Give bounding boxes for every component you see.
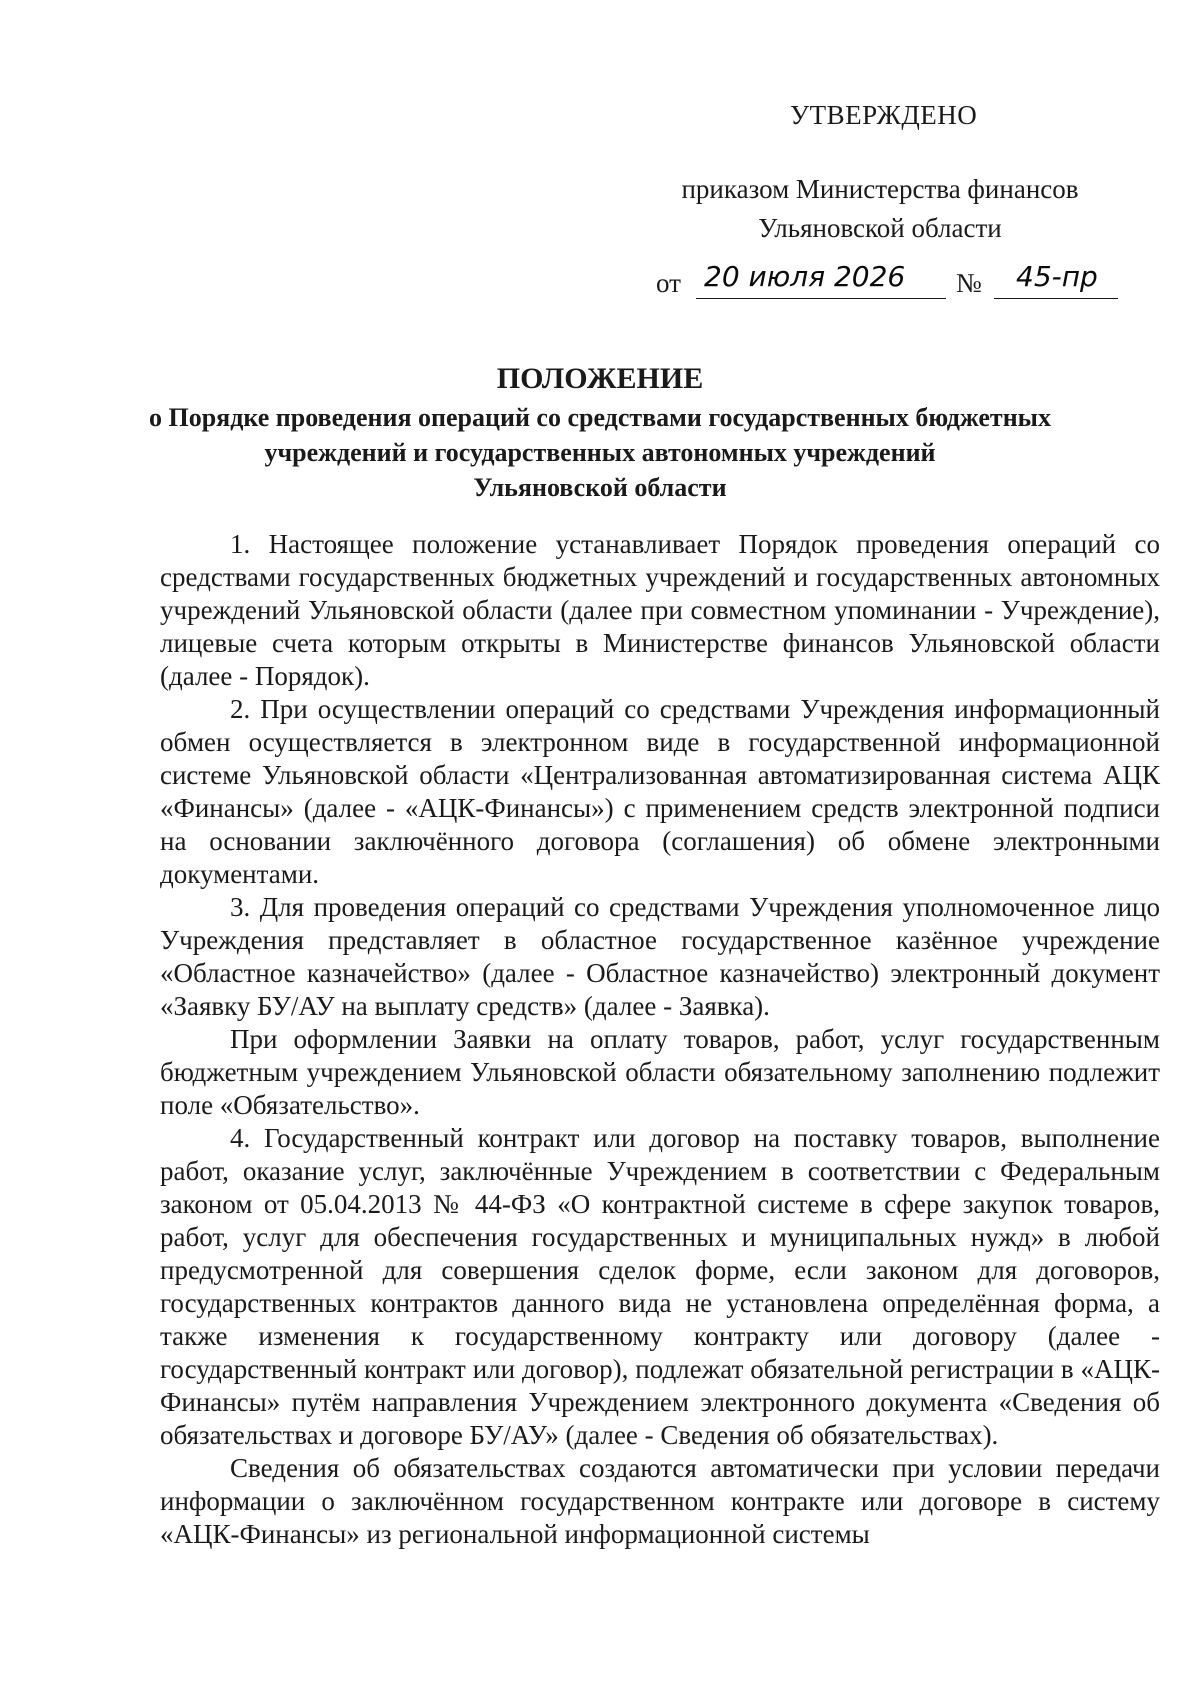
order-reference xyxy=(656,258,1116,302)
date-field xyxy=(696,258,946,299)
paragraph-2: 2. При осуществлении операций со средствами Учреждения информационный обмен осуществляется в электронном виде в государственной информационной системе Ульяновской области «Централизованная автоматизированная система АЦК «Финансы» (далее - «АЦК-Финансы») с применением средств электронной подписи на основании заключённого договора (соглашения) об обмене электронными документами. xyxy=(160,694,1160,889)
handwritten-number: 45-пр xyxy=(1016,260,1098,293)
number-prefix: № xyxy=(956,268,982,298)
document-body xyxy=(160,528,1160,1551)
date-prefix: от xyxy=(656,268,681,298)
subtitle-line-2: учреждений и государственных автономных учреждений xyxy=(264,438,936,467)
approver-line-1: приказом Министерства финансов xyxy=(681,174,1079,204)
document-title: ПОЛОЖЕНИЕ xyxy=(496,362,704,395)
approver-block xyxy=(640,170,1120,248)
approval-stamp-heading: УТВЕРЖДЕНО xyxy=(790,100,978,130)
paragraph-1: 1. Настоящее положение устанавливает Порядок проведения операций со средствами государственных бюджетных учреждений и государственных автономных учреждений Ульяновской области (далее при совместном упоминании - Учреждение), лицевые счета которым открыты в Министерстве финансов Ульяновской области (далее - Порядок). xyxy=(160,529,1160,691)
paragraph-4: 4. Государственный контракт или договор на поставку товаров, выполнение работ, оказание услуг, заключённые Учреждением в соответствии с Федеральным законом от 05.04.2013 № 44-ФЗ «О контрактной системе в сфере закупок товаров, работ, услуг для обеспечения государственных и муниципальных нужд» в любой предусмотренной для совершения сделок форме, если законом для договоров, государственных контрактов данного вида не установлена определённая форма, а также изменения к государственному контракту или договору (далее - государственный контракт или договор), подлежат обязательной регистрации в «АЦК-Финансы» путём направления Учреждением электронного документа «Сведения об обязательствах и договоре БУ/АУ» (далее - Сведения об обязательствах). xyxy=(160,1123,1160,1450)
handwritten-date: 20 июля 2026 xyxy=(704,260,906,293)
subtitle-line-1: о Порядке проведения операций со средствами государственных бюджетных xyxy=(148,403,1051,432)
number-field xyxy=(994,258,1118,299)
approver-line-2: Ульяновской области xyxy=(758,213,1002,243)
paragraph-3: 3. Для проведения операций со средствами Учреждения уполномоченное лицо Учреждения представляет в областное государственное казённое учреждение «Областное казначейство» (далее - Областное казначейство) электронный документ «Заявку БУ/АУ на выплату средств» (далее - Заявка). xyxy=(160,892,1160,1021)
subtitle-line-3: Ульяновской области xyxy=(473,473,727,502)
document-subtitle xyxy=(120,400,1080,505)
paragraph-4-note: Сведения об обязательствах создаются автоматически при условии передачи информации о заключённом государственном контракте или договоре в систему «АЦК-Финансы» из региональной информационной системы xyxy=(160,1453,1160,1549)
paragraph-3-note: При оформлении Заявки на оплату товаров, работ, услуг государственным бюджетным учреждением Ульяновской области обязательному заполнению подлежит поле «Обязательство». xyxy=(160,1024,1160,1120)
